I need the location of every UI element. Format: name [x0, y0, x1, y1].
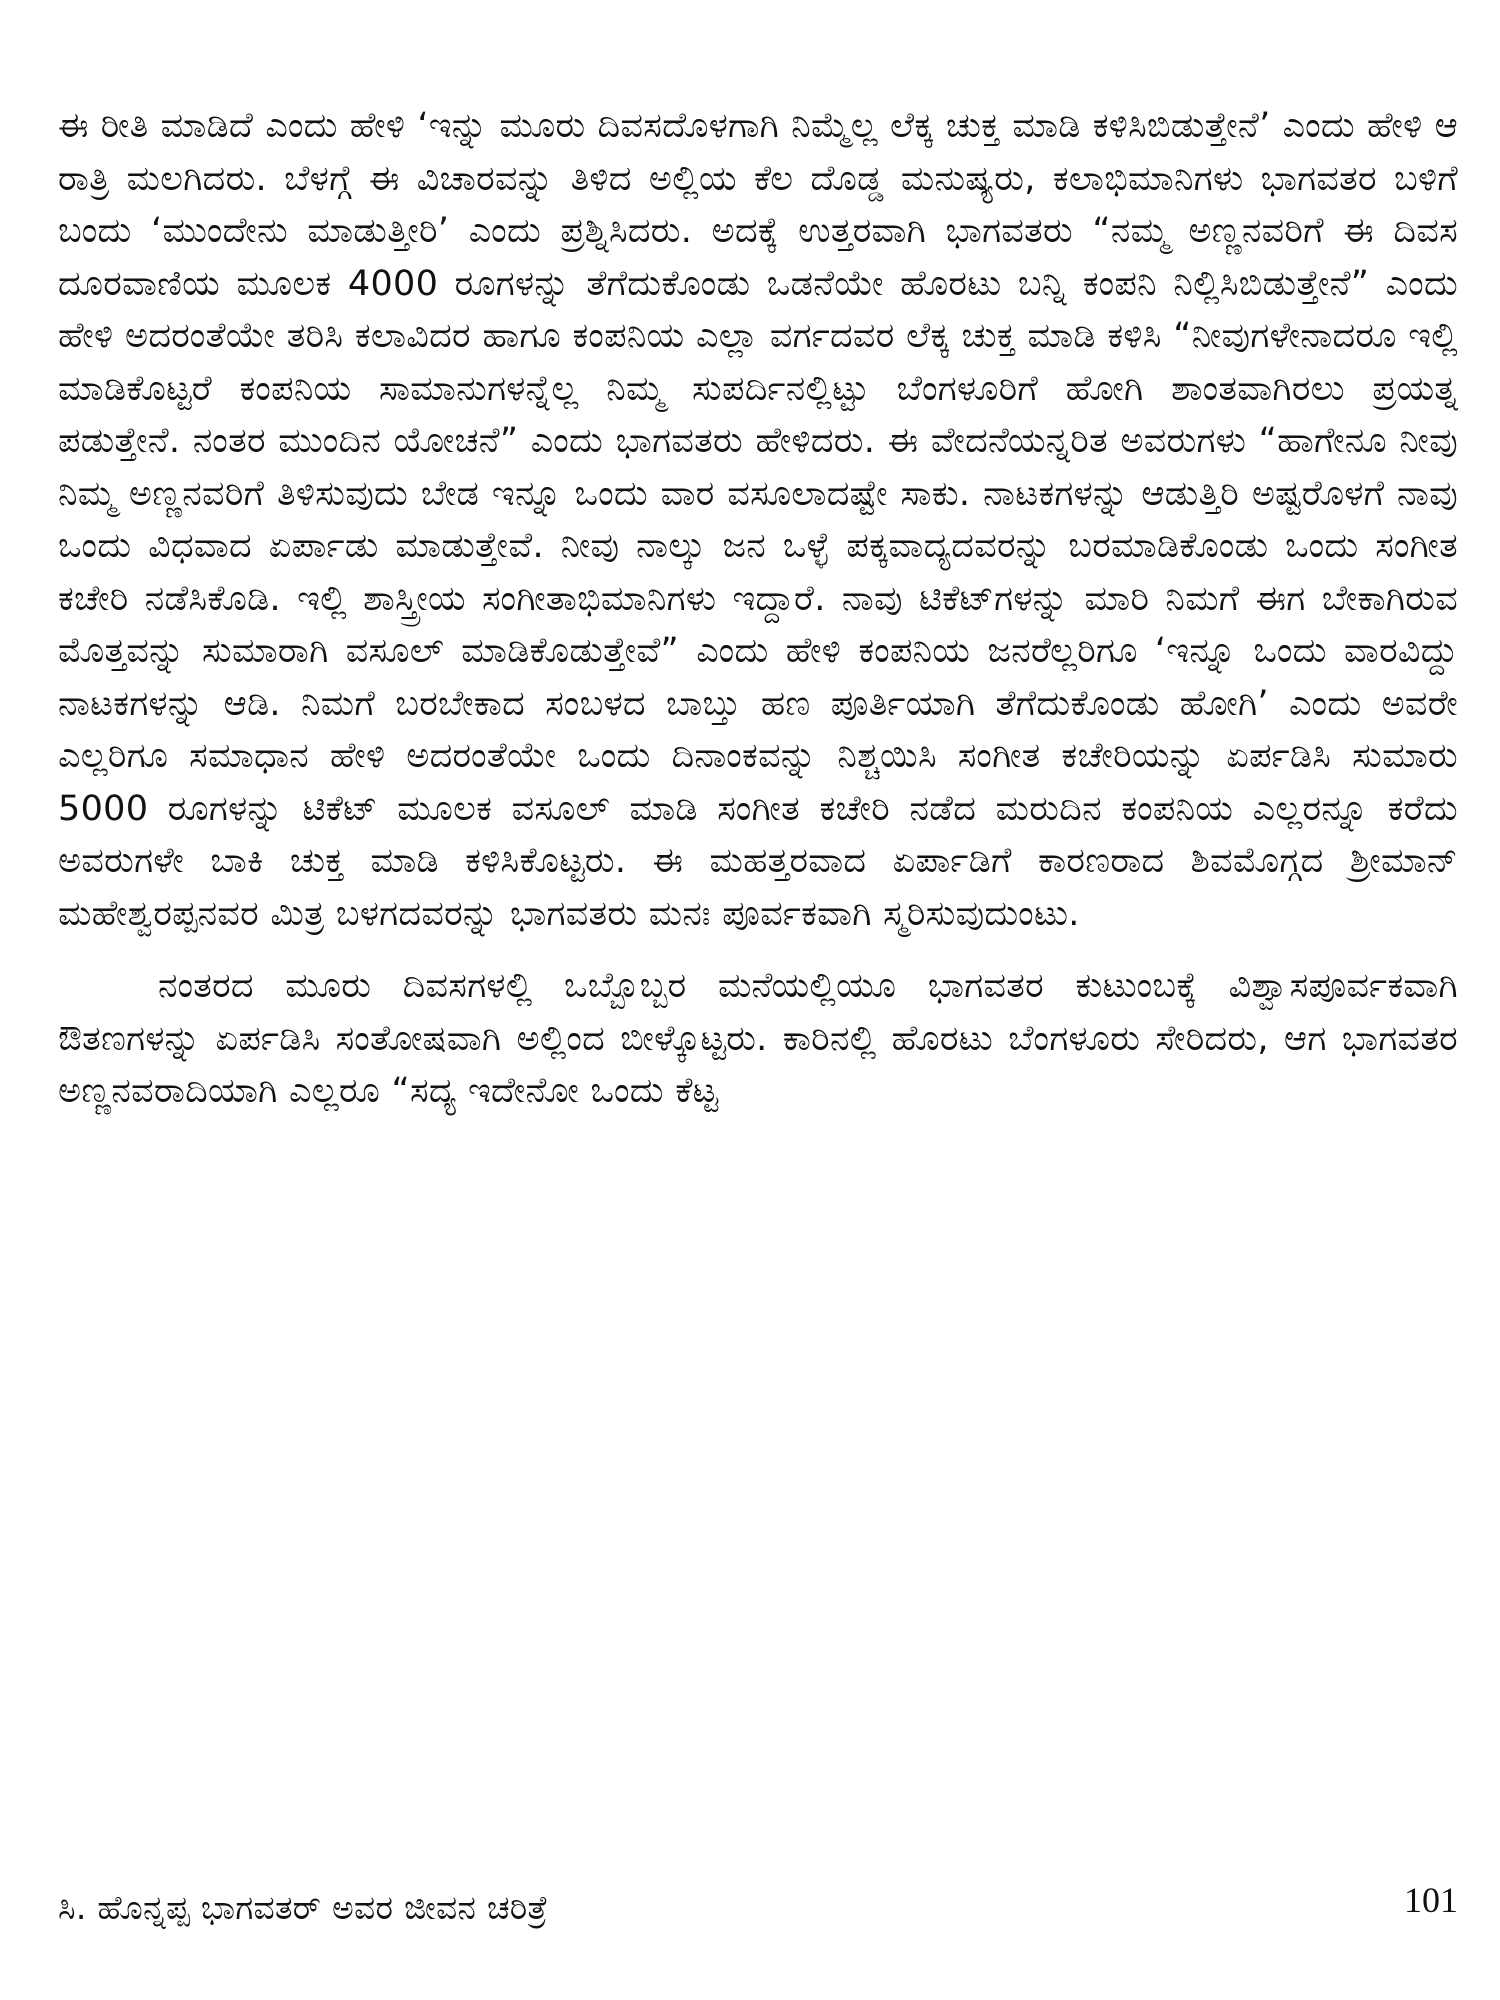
body-text: [58, 100, 1458, 1118]
paragraph-2: ನಂತರದ ಮೂರು ದಿವಸಗಳಲ್ಲಿ ಒಬ್ಬೊಬ್ಬರ ಮನೆಯಲ್ಲಿಯೂ ಭಾಗವತರ ಕುಟುಂಬಕ್ಕೆ ವಿಶ್ವಾಸಪೂರ್ವಕವಾಗಿ ಔತಣಗಳನ್ನು ಏರ್ಪಡಿಸಿ ಸಂತೋಷವಾಗಿ ಅಲ್ಲಿಂದ ಬೀಳ್ಕೊಟ್ಟರು. ಕಾರಿನಲ್ಲಿ ಹೊರಟು ಬೆಂಗಳೂರು ಸೇರಿದರು, ಆಗ ಭಾಗವತರ ಅಣ್ಣನವರಾದಿಯಾಗಿ ಎಲ್ಲರೂ “ಸದ್ಯ ಇದೇನೋ ಒಂದು ಕೆಟ್ಟ: [58, 966, 1458, 1111]
book-page: [58, 100, 1458, 1980]
paragraph-1: ಈ ರೀತಿ ಮಾಡಿದೆ ಎಂದು ಹೇಳಿ ‘ಇನ್ನು ಮೂರು ದಿವಸದೊಳಗಾಗಿ ನಿಮ್ಮೆಲ್ಲ ಲೆಕ್ಕ ಚುಕ್ತ ಮಾಡಿ ಕಳಿಸಿಬಿಡುತ್ತೇನೆ’ ಎಂದು ಹೇಳಿ ಆ ರಾತ್ರಿ ಮಲಗಿದರು. ಬೆಳಗ್ಗೆ ಈ ವಿಚಾರವನ್ನು ತಿಳಿದ ಅಲ್ಲಿಯ ಕೆಲ ದೊಡ್ಡ ಮನುಷ್ಯರು, ಕಲಾಭಿಮಾನಿಗಳು ಭಾಗವತರ ಬಳಿಗೆ ಬಂದು ‘ಮುಂದೇನು ಮಾಡುತ್ತೀರಿ’ ಎಂದು ಪ್ರಶ್ನಿಸಿದರು. ಅದಕ್ಕೆ ಉತ್ತರವಾಗಿ ಭಾಗವತರು “ನಮ್ಮ ಅಣ್ಣನವರಿಗೆ ಈ ದಿವಸ ದೂರವಾಣಿಯ ಮೂಲಕ 4000 ರೂಗಳನ್ನು ತೆಗೆದುಕೊಂಡು ಒಡನೆಯೇ ಹೊರಟು ಬನ್ನಿ ಕಂಪನಿ ನಿಲ್ಲಿಸಿಬಿಡುತ್ತೇನೆ” ಎಂದು ಹೇಳಿ ಅದರಂತೆಯೇ ತರಿಸಿ ಕಲಾವಿದರ ಹಾಗೂ ಕಂಪನಿಯ ಎಲ್ಲಾ ವರ್ಗದವರ ಲೆಕ್ಕ ಚುಕ್ತ ಮಾಡಿ ಕಳಿಸಿ “ನೀವುಗಳೇನಾದರೂ ಇಲ್ಲಿ ಮಾಡಿಕೊಟ್ಟರೆ ಕಂಪನಿಯ ಸಾಮಾನುಗಳನ್ನೆಲ್ಲ ನಿಮ್ಮ ಸುಪರ್ದಿನಲ್ಲಿಟ್ಟು ಬೆಂಗಳೂರಿಗೆ ಹೋಗಿ ಶಾಂತವಾಗಿರಲು ಪ್ರಯತ್ನ ಪಡುತ್ತೇನೆ. ನಂತರ ಮುಂದಿನ ಯೋಚನೆ” ಎಂದು ಭಾಗವತರು ಹೇಳಿದರು. ಈ ವೇದನೆಯನ್ನರಿತ ಅವರುಗಳು “ಹಾಗೇನೂ ನೀವು ನಿಮ್ಮ ಅಣ್ಣನವರಿಗೆ ತಿಳಿಸುವುದು ಬೇಡ ಇನ್ನೂ ಒಂದು ವಾರ ವಸೂಲಾದಷ್ಟೇ ಸಾಕು. ನಾಟಕಗಳನ್ನು ಆಡುತ್ತಿರಿ ಅಷ್ಟರೊಳಗೆ ನಾವು ಒಂದು ವಿಧವಾದ ಏರ್ಪಾಡು ಮಾಡುತ್ತೇವೆ. ನೀವು ನಾಲ್ಕು ಜನ ಒಳ್ಳೆ ಪಕ್ಕವಾದ್ಯದವರನ್ನು ಬರಮಾಡಿಕೊಂಡು ಒಂದು ಸಂಗೀತ ಕಚೇರಿ ನಡೆಸಿಕೊಡಿ. ಇಲ್ಲಿ ಶಾಸ್ತ್ರೀಯ ಸಂಗೀತಾಭಿಮಾನಿಗಳು ಇದ್ದಾರೆ. ನಾವು ಟಿಕೆಟ್‌ಗಳನ್ನು ಮಾರಿ ನಿಮಗೆ ಈಗ ಬೇಕಾಗಿರುವ ಮೊತ್ತವನ್ನು ಸುಮಾರಾಗಿ ವಸೂಲ್ ಮಾಡಿಕೊಡುತ್ತೇವೆ” ಎಂದು ಹೇಳಿ ಕಂಪನಿಯ ಜನರೆಲ್ಲರಿಗೂ ‘ಇನ್ನೂ ಒಂದು ವಾರವಿದ್ದು ನಾಟಕಗಳನ್ನು ಆಡಿ. ನಿಮಗೆ ಬರಬೇಕಾದ ಸಂಬಳದ ಬಾಬ್ತು ಹಣ ಪೂರ್ತಿಯಾಗಿ ತೆಗೆದುಕೊಂಡು ಹೋಗಿ’ ಎಂದು ಅವರೇ ಎಲ್ಲರಿಗೂ ಸಮಾಧಾನ ಹೇಳಿ ಅದರಂತೆಯೇ ಒಂದು ದಿನಾಂಕವನ್ನು ನಿಶ್ಚಯಿಸಿ ಸಂಗೀತ ಕಚೇರಿಯನ್ನು ಏರ್ಪಡಿಸಿ ಸುಮಾರು 5000 ರೂಗಳನ್ನು ಟಿಕೆಟ್ ಮೂಲಕ ವಸೂಲ್ ಮಾಡಿ ಸಂಗೀತ ಕಚೇರಿ ನಡೆದ ಮರುದಿನ ಕಂಪನಿಯ ಎಲ್ಲರನ್ನೂ ಕರೆದು ಅವರುಗಳೇ ಬಾಕಿ ಚುಕ್ತ ಮಾಡಿ ಕಳಿಸಿಕೊಟ್ಟರು. ಈ ಮಹತ್ತರವಾದ ಏರ್ಪಾಡಿಗೆ ಕಾರಣರಾದ ಶಿವಮೊಗ್ಗದ ಶ್ರೀಮಾನ್ ಮಹೇಶ್ವರಪ್ಪನವರ ಮಿತ್ರ ಬಳಗದವರನ್ನು ಭಾಗವತರು ಮನಃ ಪೂರ್ವಕವಾಗಿ ಸ್ಮರಿಸುವುದುಂಟು.: [58, 106, 1458, 934]
page-number: 101: [1404, 1880, 1458, 1920]
running-title: ಸಿ. ಹೊನ್ನಪ್ಪ ಭಾಗವತರ್ ಅವರ ಜೀವನ ಚರಿತ್ರೆ: [58, 1888, 549, 1927]
page-footer: [58, 1880, 1458, 1940]
